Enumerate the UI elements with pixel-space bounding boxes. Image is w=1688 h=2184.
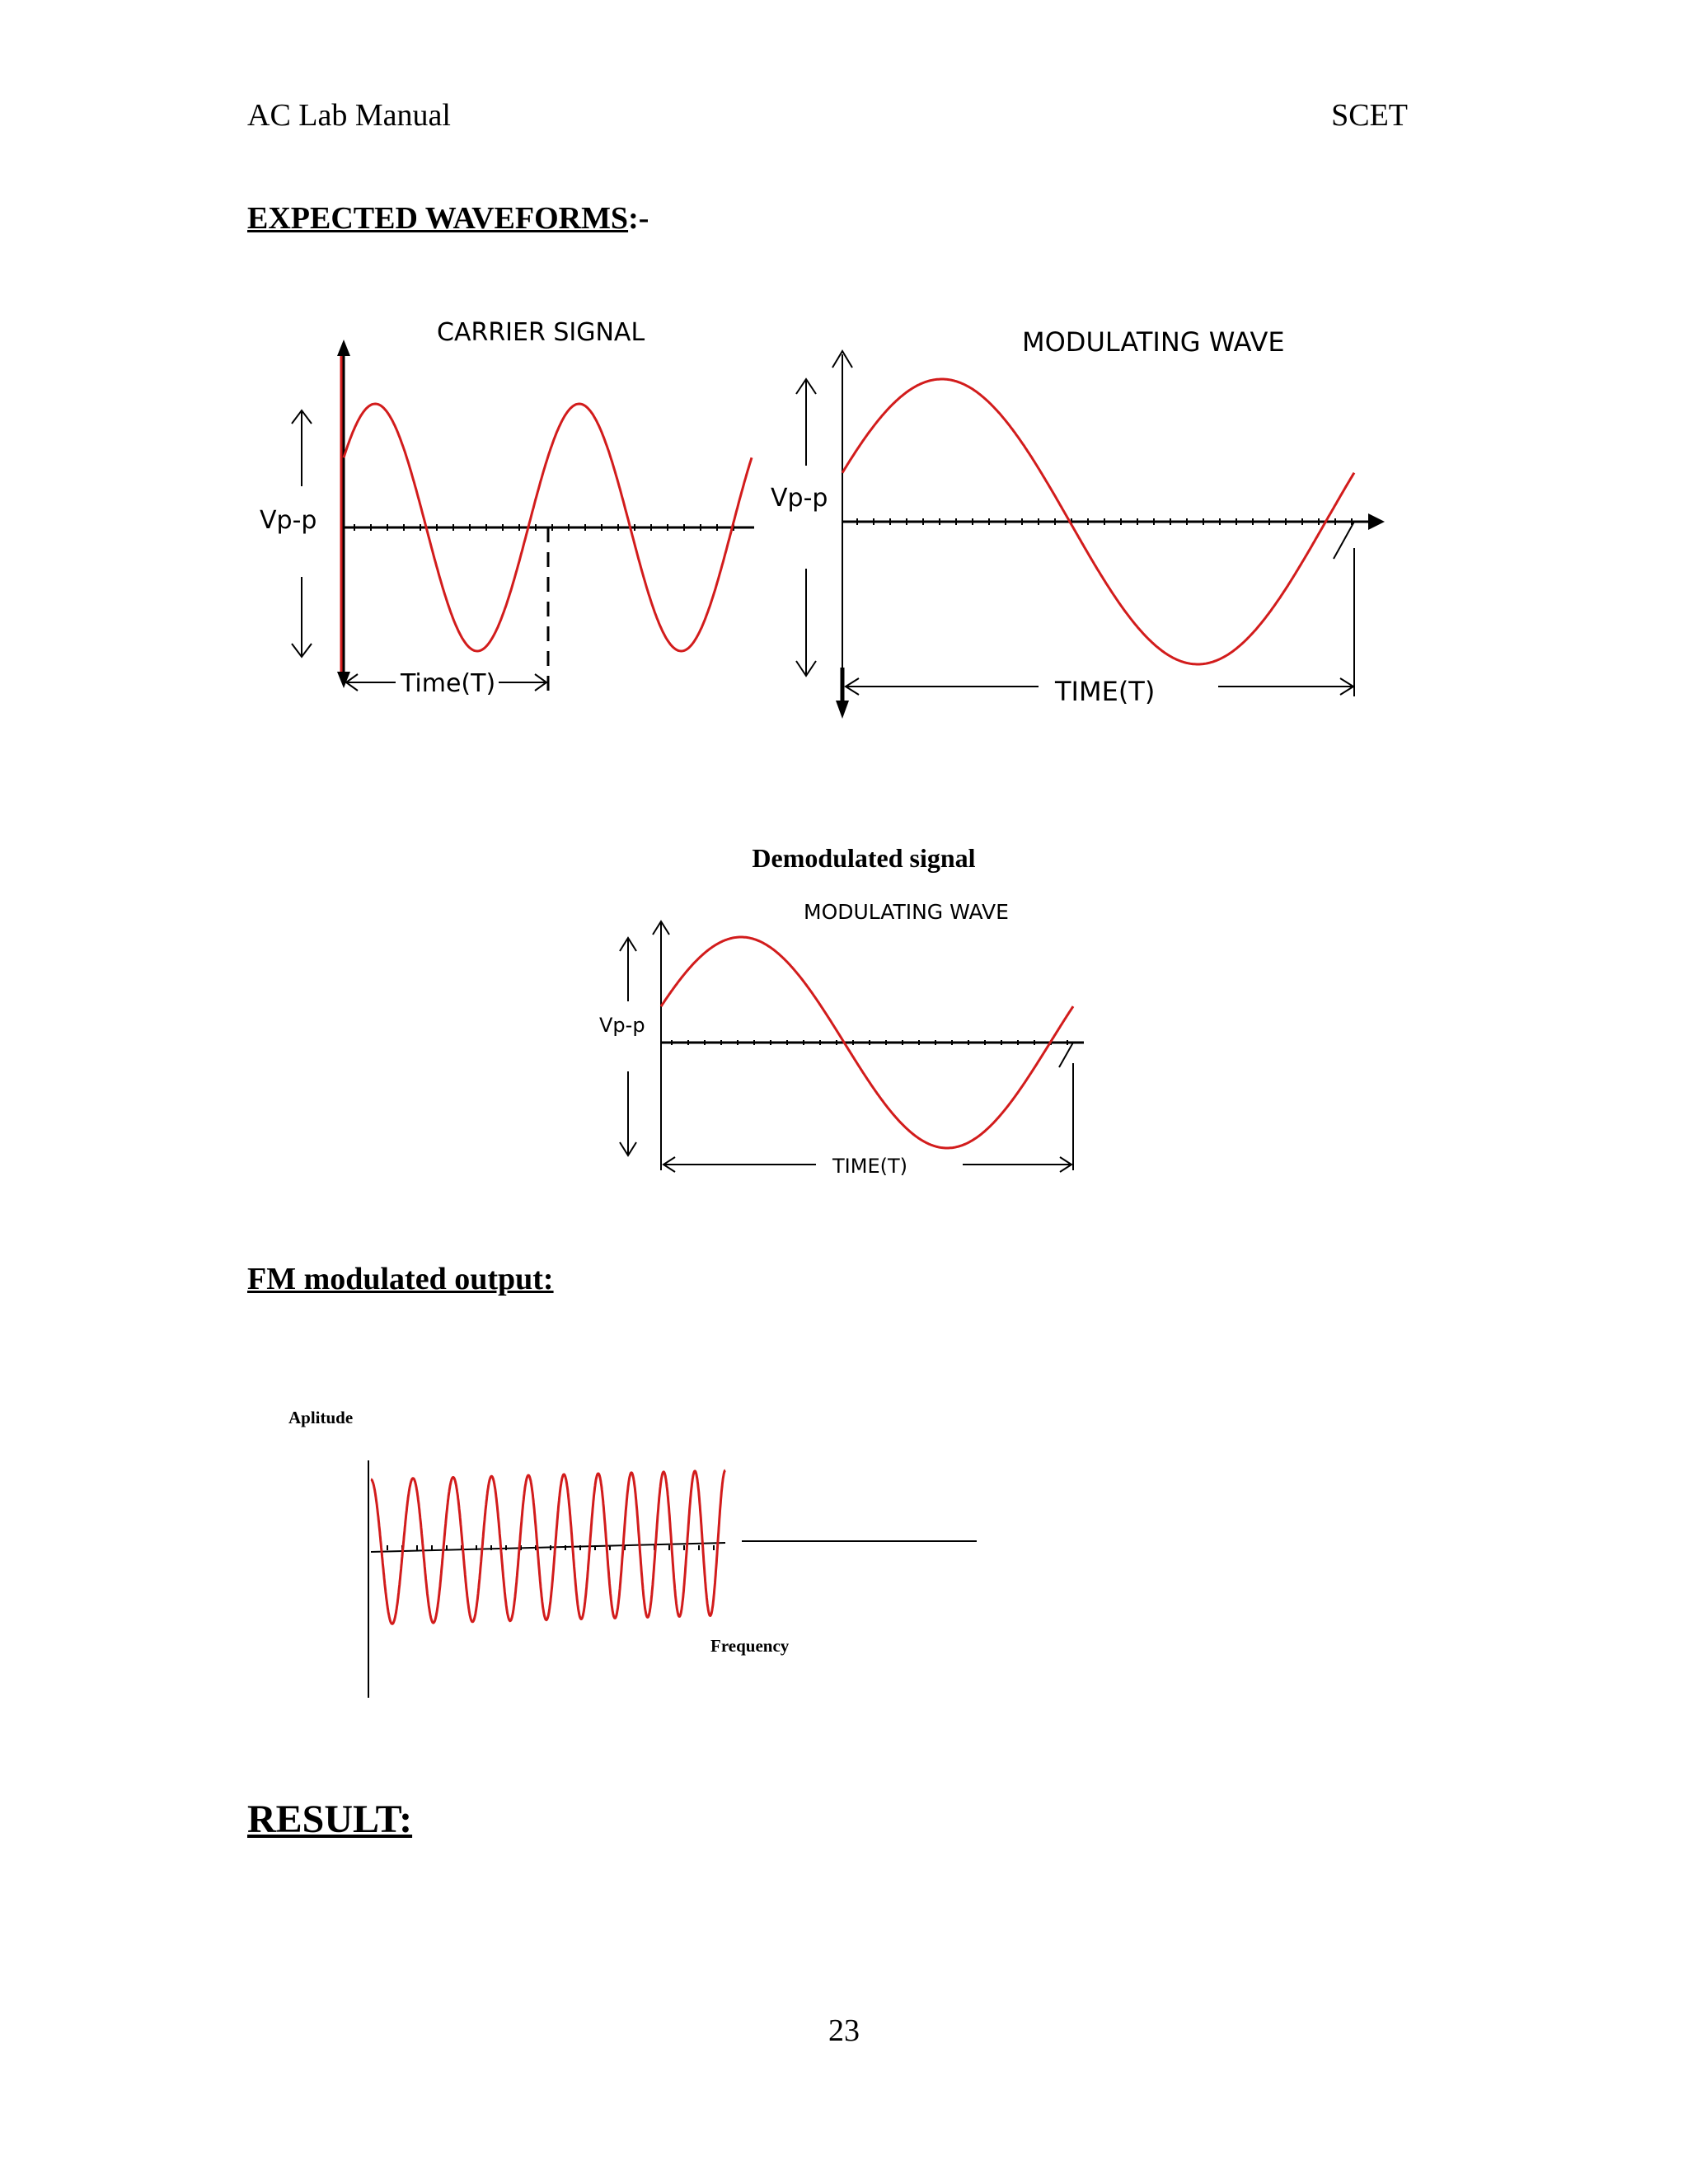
- modulating-x-arrow: [1368, 513, 1385, 530]
- carrier-down-arrowhead: [292, 644, 312, 657]
- demodulated-caption: Demodulated signal: [752, 843, 976, 873]
- demodulated-waveform: [661, 937, 1073, 1148]
- fm-waveform: [371, 1470, 725, 1624]
- modulating-end-segment: [1334, 522, 1354, 559]
- modulating-down-arrowhead: [796, 661, 816, 676]
- modulating-ylabel: Vp-p: [771, 484, 828, 513]
- carrier-x-ticks: [354, 524, 734, 531]
- demodulated-ylabel: Vp-p: [599, 1014, 645, 1037]
- carrier-up-arrowhead: [292, 410, 312, 424]
- carrier-ylabel: Vp-p: [260, 506, 317, 535]
- modulating-time-arrow-left: [846, 678, 859, 695]
- modulating-up-arrowhead: [796, 379, 816, 394]
- fm-output-heading: FM modulated output:: [247, 1262, 554, 1296]
- modulating-x-ticks: [857, 518, 1352, 525]
- demodulated-down-arrowhead: [620, 1142, 636, 1155]
- modulating-xlabel: TIME(T): [1055, 676, 1156, 707]
- fm-baseline: [371, 1543, 725, 1552]
- expected-waveforms-heading-main: EXPECTED WAVEFORMS: [247, 201, 629, 236]
- demodulated-xlabel: TIME(T): [832, 1155, 907, 1178]
- carrier-time-arrow-right: [535, 674, 546, 691]
- carrier-time-arrow-left: [346, 674, 358, 691]
- demodulated-end-segment: [1059, 1043, 1073, 1067]
- modulating-time-arrow-right: [1340, 678, 1353, 695]
- page-number: 23: [828, 2013, 860, 2048]
- demodulated-title: MODULATING WAVE: [804, 900, 1009, 924]
- fm-xlabel: Frequency: [710, 1636, 790, 1656]
- demodulated-time-arrow-left: [663, 1157, 675, 1172]
- modulating-y-arrow-bottom: [836, 701, 849, 719]
- expected-waveforms-heading-suffix: :-: [628, 201, 649, 236]
- carrier-y-arrow-bottom: [337, 672, 350, 688]
- header-institution: SCET: [1331, 98, 1408, 133]
- modulating-title: MODULATING WAVE: [1022, 326, 1285, 358]
- fm-ylabel: Aplitude: [288, 1408, 354, 1427]
- demodulated-y-arrow-top: [653, 921, 669, 935]
- modulating-y-arrow-top: [832, 351, 852, 368]
- carrier-title: CARRIER SIGNAL: [437, 318, 645, 347]
- modulating-waveform: [842, 379, 1354, 664]
- header-title: AC Lab Manual: [247, 98, 451, 133]
- carrier-xlabel: Time(T): [401, 669, 496, 698]
- carrier-waveform: [344, 404, 752, 651]
- carrier-y-arrow-top: [337, 340, 350, 356]
- demodulated-time-arrow-right: [1060, 1157, 1071, 1172]
- result-heading: RESULT:: [247, 1797, 413, 1841]
- expected-waveforms-heading: [247, 200, 649, 237]
- demodulated-x-ticks: [672, 1040, 1067, 1045]
- fm-x-ticks: [387, 1545, 714, 1550]
- demodulated-up-arrowhead: [620, 938, 636, 951]
